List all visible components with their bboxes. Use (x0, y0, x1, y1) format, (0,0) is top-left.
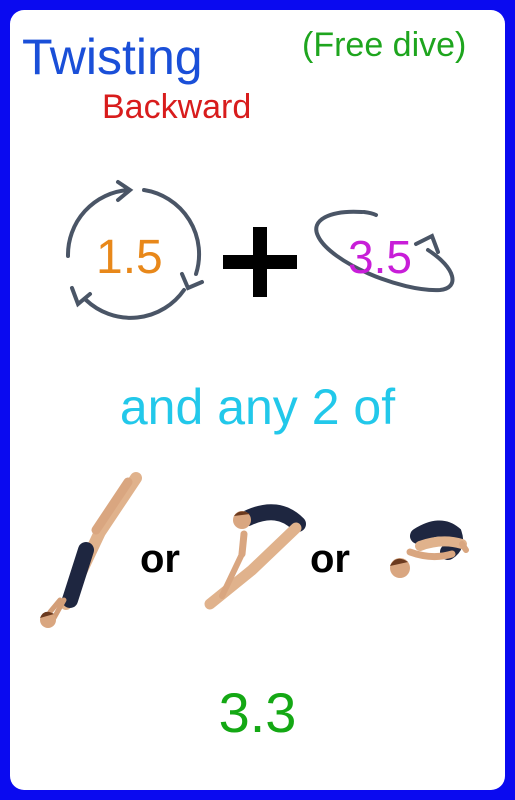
difficulty-value: 3.3 (218, 681, 297, 744)
somersault-count: 1.5 (96, 231, 163, 284)
position-variant-label: (Free dive) (302, 26, 467, 64)
dive-card (10, 10, 505, 790)
dive-group-title: Twisting (22, 29, 203, 85)
plus-icon (215, 215, 305, 305)
twist-count: 3.5 (348, 231, 412, 283)
tuck-diver-image (382, 516, 472, 586)
pike-diver-image (202, 500, 312, 610)
or-separator-2: or (310, 537, 350, 581)
straight-diver-image (30, 472, 140, 632)
direction-label: Backward (102, 88, 252, 126)
connector-text: and any 2 of (119, 379, 396, 435)
or-separator-1: or (140, 537, 180, 581)
